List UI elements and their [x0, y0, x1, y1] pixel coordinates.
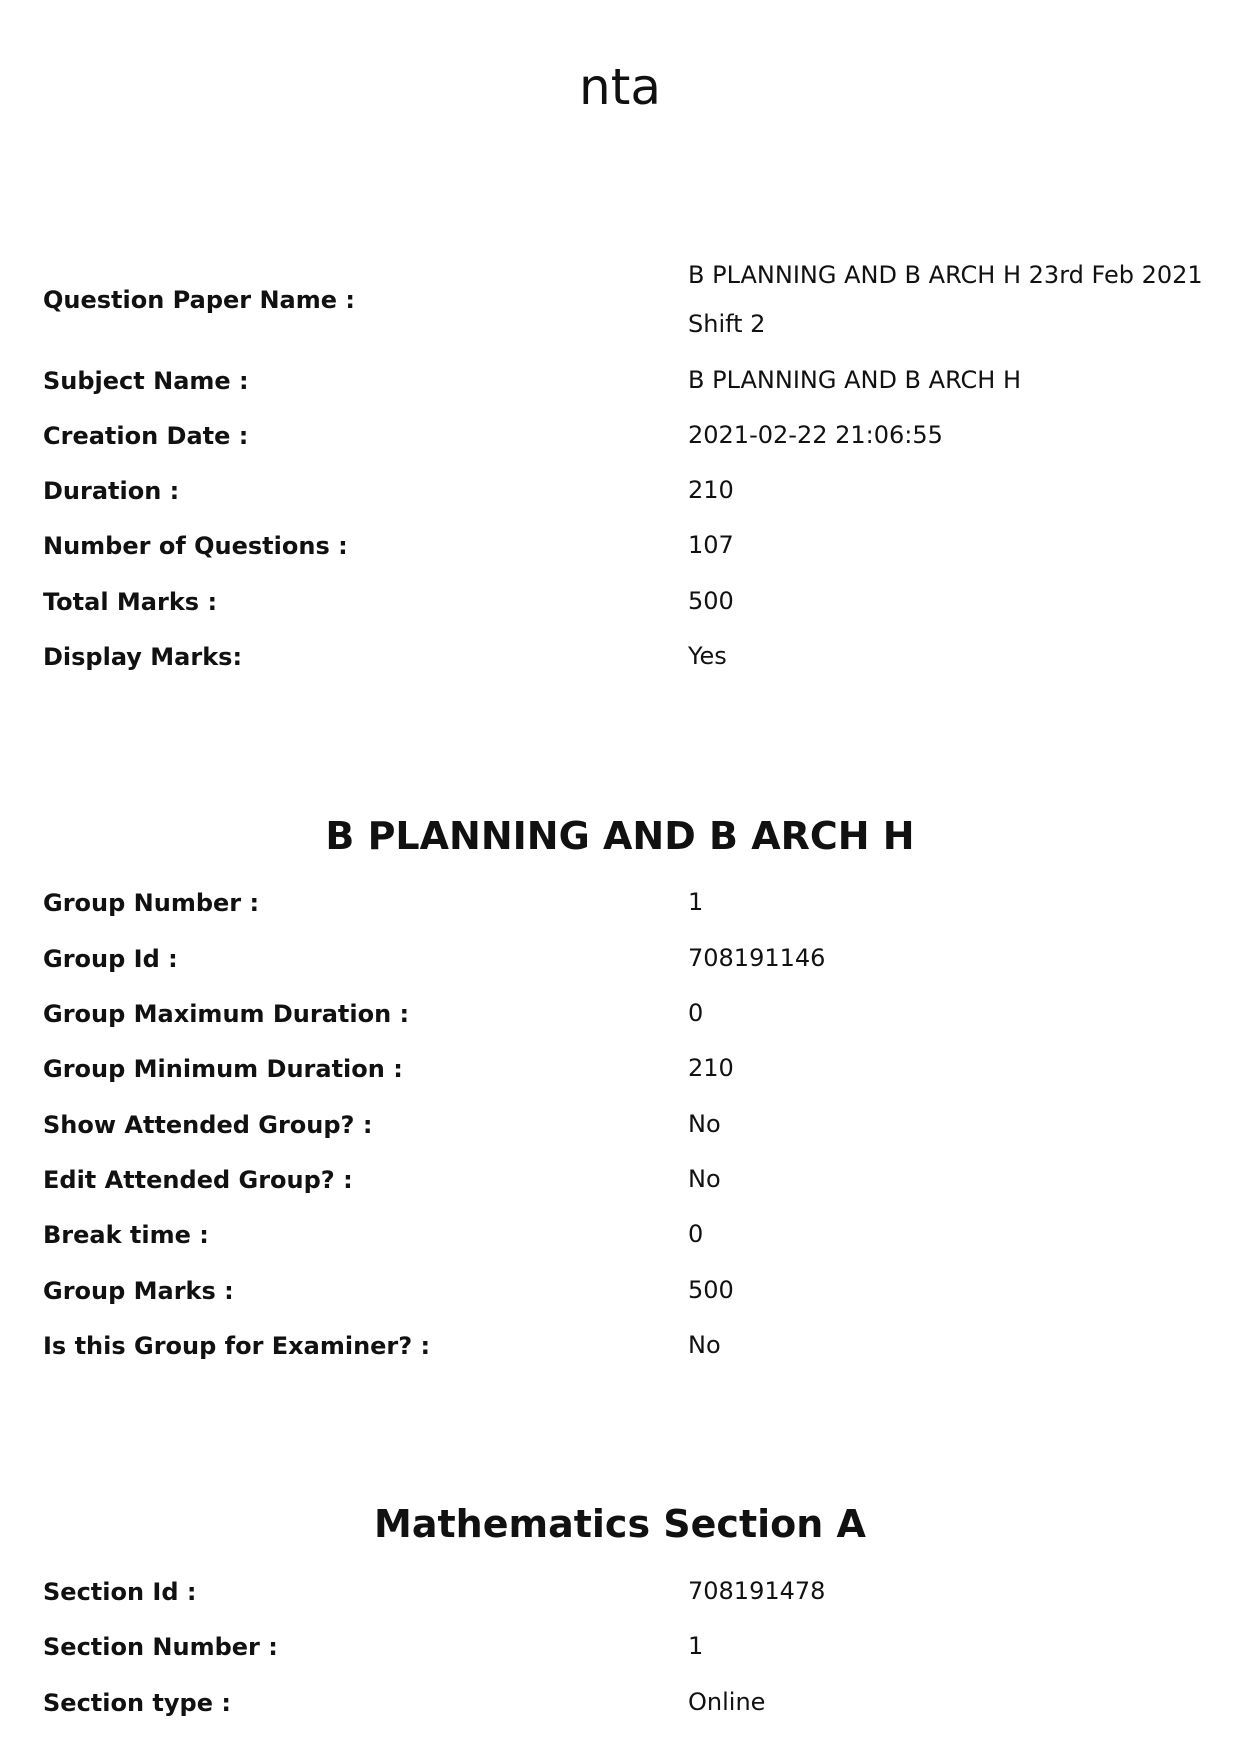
field-label: Question Paper Name : — [43, 286, 355, 314]
field-label: Show Attended Group? : — [43, 1110, 373, 1139]
field-value: 0 — [688, 999, 704, 1027]
field-label: Break time : — [43, 1220, 209, 1249]
group-row-max-duration — [0, 986, 1240, 1041]
field-label: Group Marks : — [43, 1276, 234, 1305]
info-row-duration — [0, 463, 1240, 518]
field-label: Subject Name : — [43, 366, 249, 395]
field-label: Section type : — [43, 1688, 231, 1717]
field-value: B PLANNING AND B ARCH H 23rd Feb 2021 Shift 2 — [688, 261, 1203, 338]
info-row-question-paper-name — [0, 250, 1240, 350]
field-value: 500 — [688, 587, 734, 615]
field-label: Duration : — [43, 476, 180, 505]
field-value: No — [688, 1110, 721, 1138]
section-heading: Mathematics Section A — [374, 1502, 866, 1546]
field-value: 708191478 — [688, 1577, 826, 1605]
group-row-marks — [0, 1263, 1240, 1318]
field-value: B PLANNING AND B ARCH H — [688, 366, 1022, 394]
document-title: nta — [579, 58, 661, 116]
field-label: Total Marks : — [43, 587, 218, 616]
group-row-edit-attended — [0, 1152, 1240, 1207]
field-value: 107 — [688, 531, 734, 559]
field-value: 500 — [688, 1276, 734, 1304]
field-value: No — [688, 1165, 721, 1193]
field-label: Creation Date : — [43, 421, 249, 450]
field-label: Group Number : — [43, 888, 260, 917]
field-label: Section Id : — [43, 1577, 197, 1606]
section-row-id — [0, 1564, 1240, 1619]
group-heading: B PLANNING AND B ARCH H — [325, 814, 915, 858]
field-value: 1 — [688, 1632, 704, 1660]
info-row-creation-date — [0, 408, 1240, 463]
info-row-total-marks — [0, 574, 1240, 629]
field-label: Group Maximum Duration : — [43, 999, 410, 1028]
field-value: 2021-02-22 21:06:55 — [688, 421, 943, 449]
field-label: Is this Group for Examiner? : — [43, 1331, 431, 1360]
info-row-subject-name — [0, 353, 1240, 408]
section-row-type — [0, 1675, 1240, 1730]
field-label: Group Id : — [43, 944, 178, 973]
field-value: 1 — [688, 888, 704, 916]
section-row-number — [0, 1619, 1240, 1674]
field-value: 0 — [688, 1220, 704, 1248]
group-row-break-time — [0, 1207, 1240, 1262]
group-row-id — [0, 931, 1240, 986]
field-label: Edit Attended Group? : — [43, 1165, 353, 1194]
group-row-for-examiner — [0, 1318, 1240, 1373]
field-value: 708191146 — [688, 944, 826, 972]
group-row-show-attended — [0, 1097, 1240, 1152]
field-value: 210 — [688, 1054, 734, 1082]
field-value: Yes — [688, 642, 727, 670]
info-row-display-marks — [0, 629, 1240, 684]
field-label: Section Number : — [43, 1632, 278, 1661]
info-row-number-of-questions — [0, 518, 1240, 573]
group-row-min-duration — [0, 1041, 1240, 1096]
group-row-number — [0, 875, 1240, 930]
field-label: Group Minimum Duration : — [43, 1054, 403, 1083]
field-label: Display Marks: — [43, 642, 243, 671]
field-value: No — [688, 1331, 721, 1359]
field-label: Number of Questions : — [43, 531, 348, 560]
field-value: Online — [688, 1688, 766, 1716]
field-value: 210 — [688, 476, 734, 504]
